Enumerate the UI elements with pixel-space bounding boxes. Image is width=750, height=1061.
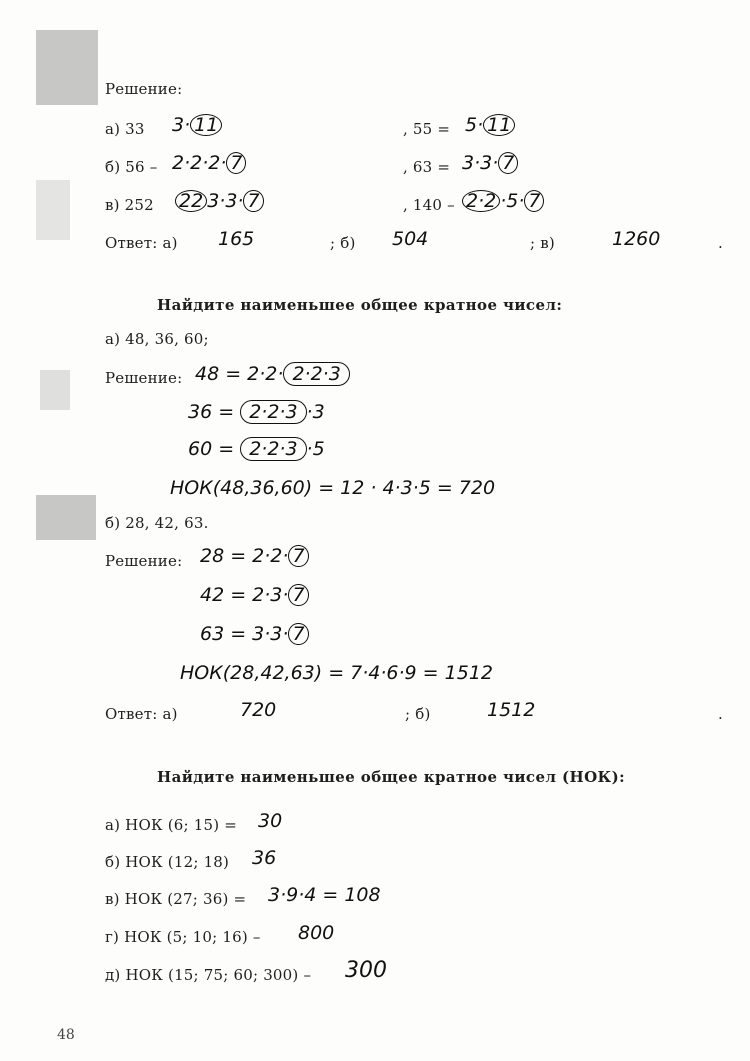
answer2-sep-b: ; б) (405, 705, 431, 723)
a-line-36: 36 = 2·2·3 ·3 (188, 401, 325, 423)
lcm-item-b-label: б) НОК (12; 18) (105, 853, 230, 871)
section3-heading: Найдите наименьшее общее кратное чисел (НОК): (157, 768, 626, 786)
a-line-48: 48 = 2·2· 2·2·3 (195, 362, 350, 386)
answer-c-value: 1260 (612, 228, 661, 250)
row-c-right-factor: 2·2 ·5· 7 (462, 190, 544, 212)
task-b-solution-label: Решение: (105, 552, 183, 570)
row-a-right-factor: 5· 11 (465, 114, 515, 136)
b-line-28: 28 = 2·2· 7 (200, 545, 309, 567)
lcm-item-e-value: 300 (345, 958, 387, 983)
b-line-42: 42 = 2·3· 7 (200, 584, 309, 606)
row-c-right-label: , 140 – (403, 196, 455, 214)
lcm-item-c-label: в) НОК (27; 36) = (105, 890, 247, 908)
answer-sep-c: ; в) (530, 234, 555, 252)
answer2-a-value: 720 (240, 699, 277, 721)
task-a-solution-label: Решение: (105, 369, 183, 387)
lcm-item-c-value: 3·9·4 = 108 (268, 884, 381, 906)
scan-artifact-middle2 (40, 370, 70, 410)
scan-artifact-bottom (36, 495, 96, 540)
answer-end: . (718, 234, 723, 252)
lcm-item-a-value: 30 (258, 810, 283, 832)
row-a-label: а) 33 (105, 120, 145, 138)
task-b: б) 28, 42, 63. (105, 514, 209, 532)
answer2-b-value: 1512 (487, 699, 536, 721)
lcm-item-b-value: 36 (252, 847, 277, 869)
b-line-63: 63 = 3·3· 7 (200, 623, 309, 645)
scan-artifact-middle (36, 180, 70, 240)
lcm-item-a-label: а) НОК (6; 15) = (105, 816, 238, 834)
row-a-right-label: , 55 = (403, 120, 451, 138)
answer2-end: . (718, 705, 723, 723)
row-c-factor: 22 3·3· 7 (175, 190, 264, 212)
task-a: а) 48, 36, 60; (105, 330, 209, 348)
solution-label: Решение: (105, 80, 183, 98)
scan-artifact-top (36, 30, 98, 105)
row-b-factor: 2·2·2· 7 (172, 152, 246, 174)
b-result: НОК(28,42,63) = 7·4·6·9 = 1512 (180, 662, 493, 684)
row-b-right-factor: 3·3· 7 (462, 152, 518, 174)
answer2-label: Ответ: а) (105, 705, 178, 723)
row-c-label: в) 252 (105, 196, 154, 214)
answer-label: Ответ: а) (105, 234, 178, 252)
lcm-item-e-label: д) НОК (15; 75; 60; 300) – (105, 966, 312, 984)
row-a-factor: 3· 11 (172, 114, 222, 136)
lcm-item-d-value: 800 (298, 922, 335, 944)
section2-heading: Найдите наименьшее общее кратное чисел: (157, 296, 563, 314)
answer-sep-b: ; б) (330, 234, 356, 252)
answer-a-value: 165 (218, 228, 255, 250)
answer-b-value: 504 (392, 228, 429, 250)
lcm-item-d-label: г) НОК (5; 10; 16) – (105, 928, 261, 946)
row-b-label: б) 56 – (105, 158, 158, 176)
a-line-60: 60 = 2·2·3 ·5 (188, 438, 325, 460)
row-b-right-label: , 63 = (403, 158, 451, 176)
page-number: 48 (57, 1027, 75, 1043)
a-result: НОК(48,36,60) = 12 · 4·3·5 = 720 (170, 477, 496, 499)
